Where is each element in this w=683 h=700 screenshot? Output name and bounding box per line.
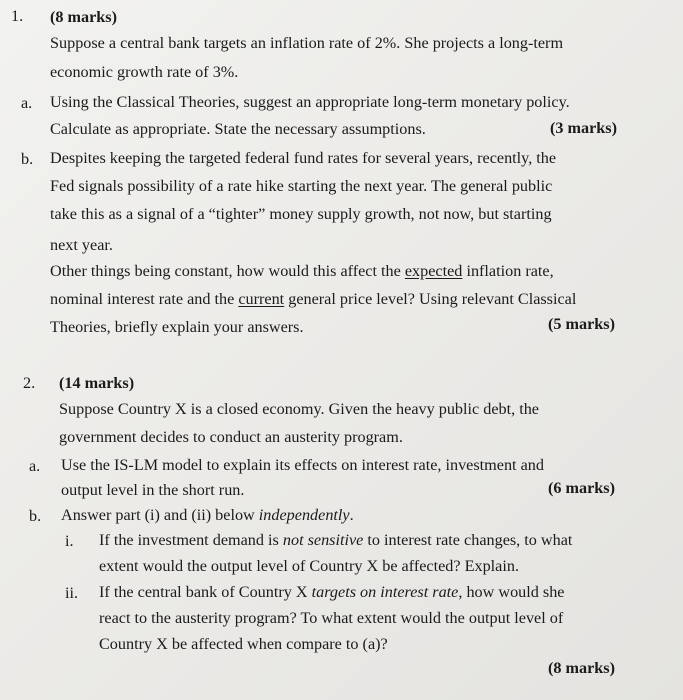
q2-number: 2. — [23, 374, 36, 392]
q2b-label: b. — [29, 507, 42, 525]
q1a-marks: (3 marks) — [550, 119, 617, 137]
q1b-line-5: Other things being constant, how would this affect the expected inflation rate, — [50, 262, 554, 280]
q1b-label: b. — [21, 150, 34, 168]
q2b-ii-line-2: react to the austerity program? To what extent would the output level of — [99, 609, 564, 627]
q1a-line-2: Calculate as appropriate. State the necessary assumptions. — [50, 120, 426, 138]
q1b-line-3: take this as a signal of a “tighter” money supply growth, not now, but starting — [50, 205, 552, 223]
q2a-marks: (6 marks) — [548, 479, 615, 497]
q1b-line-7: Theories, briefly explain your answers. — [50, 318, 304, 336]
q2b-marks: (8 marks) — [548, 659, 615, 677]
q1-intro-line-1: Suppose a central bank targets an inflation rate of 2%. She projects a long-term — [50, 34, 564, 52]
q2b-i-line-1: If the investment demand is not sensitive to interest rate changes, to what — [99, 531, 573, 549]
q2b-line-1: Answer part (i) and (ii) below independently. — [61, 506, 354, 524]
q2a-line-2: output level in the short run. — [61, 481, 245, 499]
q1-marks: (8 marks) — [50, 8, 117, 26]
q1b-line-6: nominal interest rate and the current general price level? Using relevant Classical — [50, 290, 577, 308]
q1a-line-1: Using the Classical Theories, suggest an appropriate long-term monetary policy. — [50, 93, 570, 111]
q2-intro-line-2: government decides to conduct an austerity program. — [59, 428, 403, 446]
expected-underlined: expected — [404, 262, 463, 280]
q1b-line-2: Fed signals possibility of a rate hike starting the next year. The general public — [50, 177, 553, 195]
q2b-ii-line-1: If the central bank of Country X targets on interest rate, how would she — [99, 583, 565, 601]
q2b-ii-label: ii. — [65, 584, 79, 602]
q1-number: 1. — [11, 7, 24, 25]
current-underlined: current — [238, 290, 285, 308]
q1-intro-line-2: economic growth rate of 3%. — [50, 63, 239, 81]
q2-intro-line-1: Suppose Country X is a closed economy. Given the heavy public debt, the — [59, 400, 539, 418]
independently-italic: independently — [258, 506, 350, 524]
q2b-i-label: i. — [65, 532, 74, 550]
q2a-line-1: Use the IS-LM model to explain its effects on interest rate, investment and — [61, 456, 544, 474]
q1b-line-1: Despites keeping the targeted federal fund rates for several years, recently, the — [50, 149, 557, 167]
q1b-line-4: next year. — [50, 236, 113, 254]
q2a-label: a. — [29, 457, 41, 475]
q1b-marks: (5 marks) — [548, 315, 615, 333]
q1a-label: a. — [21, 94, 33, 112]
q2b-ii-line-3: Country X be affected when compare to (a)? — [99, 635, 388, 653]
not-sensitive-italic: not sensitive — [282, 531, 364, 549]
q2b-i-line-2: extent would the output level of Country X be affected? Explain. — [99, 557, 520, 575]
q2-marks: (14 marks) — [59, 374, 135, 392]
targets-on-interest-rate-italic: targets on interest rate — [311, 583, 459, 601]
